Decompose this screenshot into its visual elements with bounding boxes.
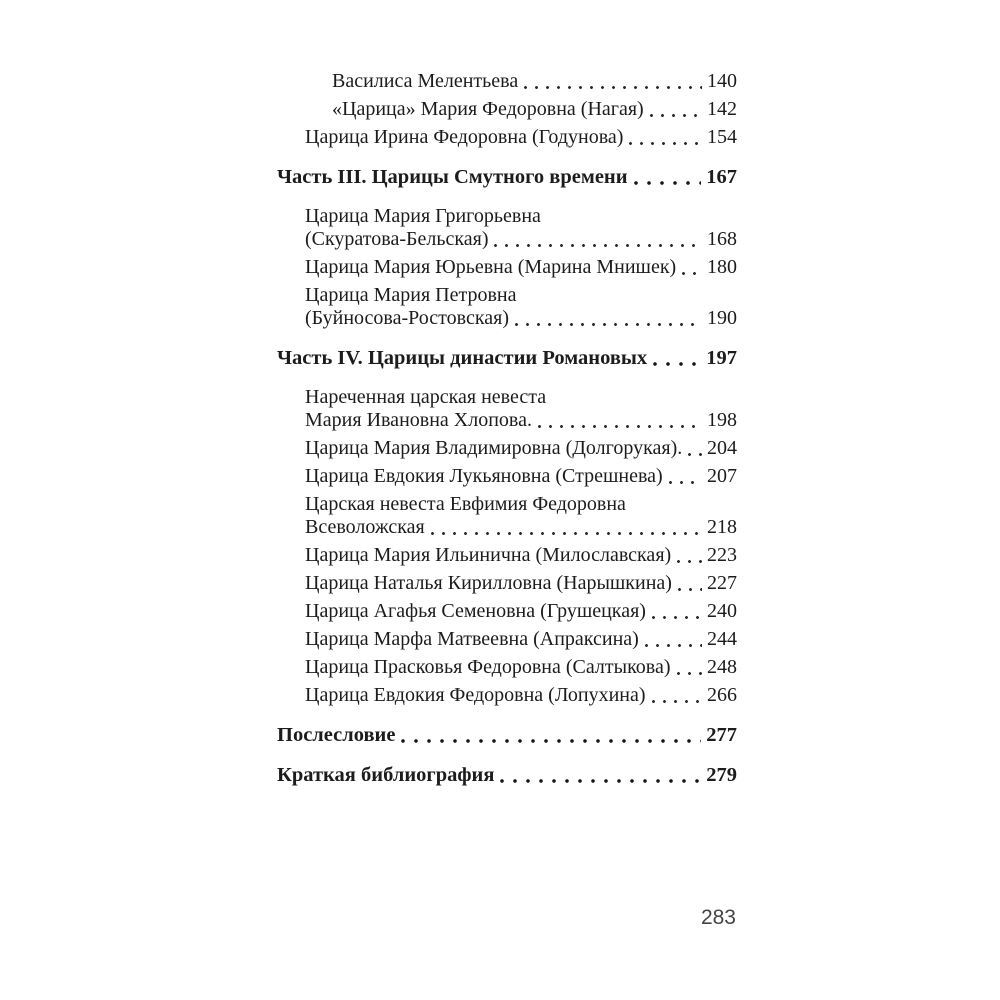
toc-entry-text: Царица Евдокия Лукьяновна (Стрешнева) [305,465,663,487]
toc-entry-text: Царица Прасковья Федоровна (Салтыкова) [305,656,671,678]
toc-item [305,572,737,595]
toc-entry-text: Царица Мария Петровна [305,284,517,306]
toc-entry-text: Царица Агафья Семеновна (Грушецкая) [305,600,646,622]
toc-entry-text: Царица Мария Григорьевна [305,205,541,227]
dot-leader [650,114,702,117]
toc-entry-text: Часть IV. Царицы династии Романовых [277,347,648,369]
toc-page-number: 207 [707,465,737,487]
toc-item [305,256,737,279]
toc-item [305,628,737,651]
toc-page-number: 204 [707,437,737,459]
toc-entry-line [305,684,737,707]
toc-list [277,70,737,803]
toc-page-number: 168 [707,228,737,250]
toc-entry-line [277,346,737,370]
toc-page-number: 248 [707,656,737,678]
toc-entry-text: Всеволожская [305,516,425,538]
dot-leader [677,672,702,675]
dot-leader [677,560,702,563]
toc-page-number: 227 [707,572,737,594]
dot-leader [515,323,702,326]
toc-page-number: 180 [707,256,737,278]
toc-entry-text: Царская невеста Евфимия Федоровна [305,493,626,515]
dot-leader [524,86,702,89]
toc-item [332,98,737,121]
dot-leader [652,616,702,619]
toc-page-number: 167 [706,166,737,188]
toc-entry-line [305,437,737,460]
toc-entry-line [305,465,737,488]
toc-page-number: 240 [707,600,737,622]
toc-page-number: 218 [707,516,737,538]
dot-leader [653,362,701,366]
dot-leader [494,244,702,247]
toc-part-heading [277,763,737,787]
toc-entry-line [277,165,737,189]
toc-entry-text: Царица Мария Владимировна (Долгорукая). [305,437,683,459]
dot-leader [500,779,701,783]
dot-leader [669,481,702,484]
toc-item [305,684,737,707]
toc-entry-text: Василиса Мелентьева [332,70,519,92]
toc-entry-line [305,126,737,149]
toc-entry-text: Царица Мария Ильинична (Милославская) [305,544,672,566]
toc-entry-text: Царица Наталья Кирилловна (Нарышкина) [305,572,672,594]
toc-entry-text: Царица Ирина Федоровна (Годунова) [305,126,624,148]
toc-entry-line [277,763,737,787]
dot-leader [652,700,702,703]
toc-entry-line [305,544,737,567]
toc-item [305,656,737,679]
toc-entry-text: Царица Евдокия Федоровна (Лопухина) [305,684,646,706]
toc-item [305,544,737,567]
toc-entry-text: Царица Марфа Матвеевна (Апраксина) [305,628,639,650]
toc-item [305,284,737,330]
toc-item [305,437,737,460]
toc-page-number: 279 [706,764,737,786]
toc-entry-text: (Буйносова-Ростовская) [305,307,509,329]
toc-entry-line [305,256,737,279]
dot-leader [682,272,702,275]
toc-entry-line [305,572,737,595]
toc-item [305,465,737,488]
toc-part-heading [277,723,737,747]
dot-leader [688,453,702,456]
toc-part-heading [277,346,737,370]
dot-leader [634,181,702,185]
toc-page-number: 140 [707,70,737,92]
toc-entry-text: Послесловие [277,724,396,746]
toc-page-number: 154 [707,126,737,148]
toc-page-number: 223 [707,544,737,566]
toc-entry-line [305,600,737,623]
toc-entry-text: Царица Мария Юрьевна (Марина Мнишек) [305,256,677,278]
dot-leader [431,532,702,535]
toc-page-number: 197 [706,347,737,369]
toc-item [305,126,737,149]
toc-entry-line [305,386,737,409]
toc-item [305,386,737,432]
toc-item [305,493,737,539]
toc-entry-line [305,307,737,330]
toc-entry-line [277,723,737,747]
toc-item [305,205,737,251]
dot-leader [645,644,702,647]
toc-entry-line [305,516,737,539]
toc-item [305,600,737,623]
toc-entry-line [305,205,737,228]
dot-leader [678,588,702,591]
dot-leader [538,425,702,428]
toc-entry-text: (Скуратова-Бельская) [305,228,489,250]
toc-entry-line [305,493,737,516]
toc-entry-text: «Царица» Мария Федоровна (Нагая) [332,98,644,120]
dot-leader [629,142,702,145]
toc-entry-text: Часть III. Царицы Смутного времени [277,166,628,188]
toc-entry-line [305,228,737,251]
toc-part-heading [277,165,737,189]
toc-item [332,70,737,93]
toc-page-number: 190 [707,307,737,329]
toc-page-number: 142 [707,98,737,120]
toc-entry-text: Краткая библиография [277,764,495,786]
toc-entry-line [332,70,737,93]
reader-page-number: 283 [700,906,736,929]
toc-entry-line [305,628,737,651]
toc-entry-line [305,409,737,432]
toc-entry-line [305,284,737,307]
toc-entry-line [305,656,737,679]
toc-page-number: 198 [707,409,737,431]
toc-entry-line [332,98,737,121]
dot-leader [401,739,701,743]
toc-page-number: 277 [706,724,737,746]
toc-page-number: 266 [707,684,737,706]
toc-page-number: 244 [707,628,737,650]
toc-entry-text: Нареченная царская невеста [305,386,547,408]
toc-entry-text: Мария Ивановна Хлопова. [305,409,532,431]
